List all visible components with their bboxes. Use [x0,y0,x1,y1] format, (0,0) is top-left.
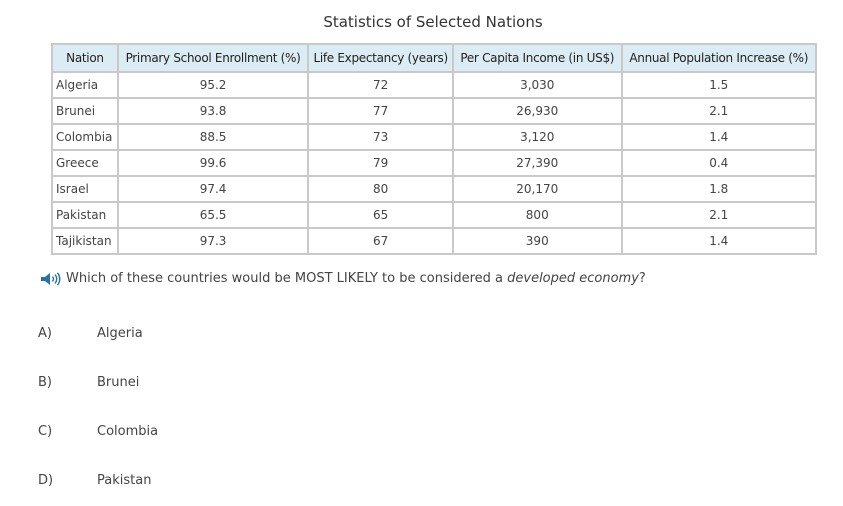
choice-label: Colombia [97,423,159,439]
cell-population-increase: 2.1 [622,98,817,124]
cell-life-expectancy: 79 [308,150,453,176]
cell-nation: Algeria [52,72,118,98]
table-row [52,176,816,202]
header-primary-school-enrollment: Primary School Enrollment (%) [118,44,308,72]
cell-enrollment: 99.6 [118,150,308,176]
question-prompt [40,271,646,286]
cell-nation: Brunei [52,98,118,124]
cell-enrollment: 88.5 [118,124,308,150]
cell-population-increase: 1.4 [622,228,817,254]
table-row [52,202,816,228]
choice-c[interactable] [38,420,238,442]
cell-income: 800 [453,202,621,228]
cell-life-expectancy: 77 [308,98,453,124]
cell-nation: Greece [52,150,118,176]
choice-a[interactable] [38,322,238,344]
choice-label: Algeria [97,325,143,341]
choice-label: Brunei [97,374,140,390]
table-row [52,228,816,254]
cell-enrollment: 95.2 [118,72,308,98]
table-header-row [52,44,816,72]
cell-nation: Pakistan [52,202,118,228]
cell-life-expectancy: 80 [308,176,453,202]
choice-d[interactable] [38,469,238,491]
cell-enrollment: 97.3 [118,228,308,254]
cell-income: 26,930 [453,98,621,124]
cell-population-increase: 0.4 [622,150,817,176]
question-emphasis: developed economy [507,271,639,286]
speaker-icon[interactable] [40,272,62,286]
cell-life-expectancy: 72 [308,72,453,98]
choice-letter: B) [38,374,52,390]
cell-population-increase: 1.8 [622,176,817,202]
statistics-table [51,43,817,255]
choice-label: Pakistan [97,472,152,488]
table-row [52,72,816,98]
table-row [52,150,816,176]
header-annual-population-increase: Annual Population Increase (%) [622,44,817,72]
header-per-capita-income: Per Capita Income (in US$) [453,44,621,72]
cell-life-expectancy: 73 [308,124,453,150]
choice-letter: C) [38,423,53,439]
cell-life-expectancy: 65 [308,202,453,228]
cell-enrollment: 93.8 [118,98,308,124]
cell-nation: Israel [52,176,118,202]
cell-life-expectancy: 67 [308,228,453,254]
table-row [52,98,816,124]
cell-enrollment: 97.4 [118,176,308,202]
cell-nation: Colombia [52,124,118,150]
choice-letter: A) [38,325,52,341]
table-title: Statistics of Selected Nations [323,13,543,31]
cell-income: 27,390 [453,150,621,176]
cell-population-increase: 1.5 [622,72,817,98]
cell-nation: Tajikistan [52,228,118,254]
cell-enrollment: 65.5 [118,202,308,228]
cell-income: 3,030 [453,72,621,98]
question-text: Which of these countries would be MOST LIKELY to be considered a developed economy? [66,271,646,286]
cell-income: 390 [453,228,621,254]
table-row [52,124,816,150]
cell-population-increase: 1.4 [622,124,817,150]
cell-income: 20,170 [453,176,621,202]
cell-population-increase: 2.1 [622,202,817,228]
header-nation: Nation [52,44,118,72]
cell-income: 3,120 [453,124,621,150]
header-life-expectancy: Life Expectancy (years) [308,44,453,72]
choice-letter: D) [38,472,54,488]
choice-b[interactable] [38,371,238,393]
